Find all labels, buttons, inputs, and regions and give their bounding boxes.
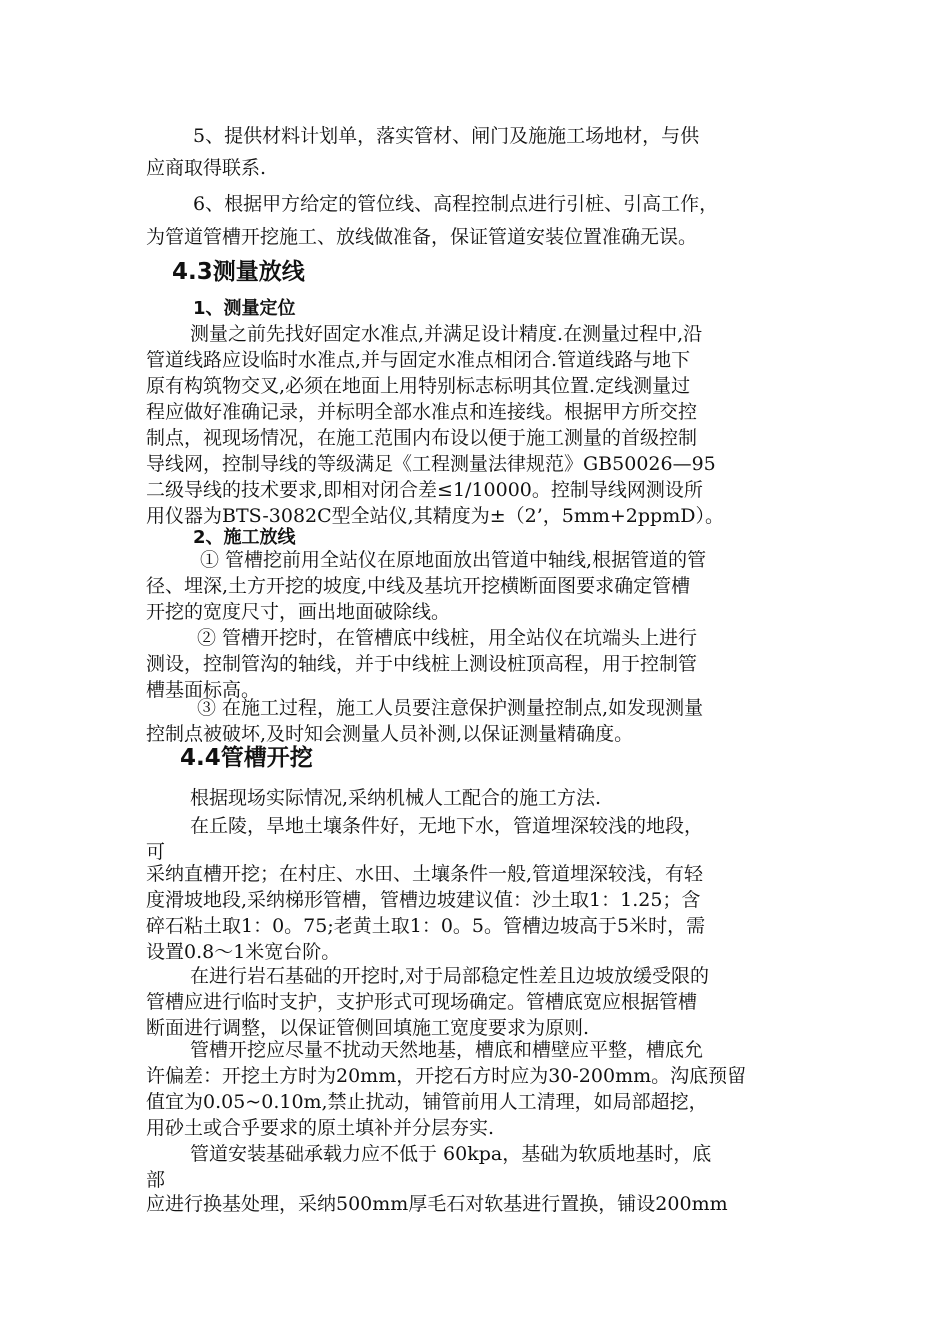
paragraph-line: 导线网，控制导线的等级满足《工程测量法律规范》GB50026—95	[146, 453, 716, 475]
section-heading: 4.4管槽开挖	[180, 745, 313, 771]
paragraph-line: 程应做好准确记录，并标明全部水准点和连接线。根据甲方所交控	[146, 401, 698, 423]
paragraph-line: 管道线路应设临时水准点,并与固定水准点相闭合.管道线路与地下	[146, 349, 691, 371]
paragraph-line: 管槽开挖应尽量不扰动天然地基，槽底和槽壁应平整，槽底允	[190, 1039, 704, 1061]
paragraph-line: 6、根据甲方给定的管位线、高程控制点进行引桩、引高工作，	[193, 193, 719, 215]
paragraph-line: 在进行岩石基础的开挖时,对于局部稳定性差且边坡放缓受限的	[190, 965, 710, 987]
list-item-line: 槽基面标高。	[146, 679, 261, 701]
paragraph-line: 制点，视现场情况，在施工范围内布设以便于施工测量的首级控制	[146, 427, 698, 449]
subsection-heading: 1、测量定位	[193, 298, 296, 319]
paragraph-line: 值宜为0.05~0.10m,禁止扰动，铺管前用人工清理，如局部超挖，	[146, 1091, 708, 1113]
paragraph-line: 管道安装基础承载力应不低于 60kpa，基础为软质地基时，底	[190, 1143, 712, 1165]
section-heading: 4.3测量放线	[172, 259, 305, 285]
paragraph-line: 5、提供材料计划单，落实管材、闸门及施施工场地材，与供	[193, 125, 700, 147]
list-item-line: ② 管槽开挖时，在管槽底中线桩，用全站仪在坑端头上进行	[197, 627, 698, 649]
paragraph-line: 根据现场实际情况,采纳机械人工配合的施工方法.	[190, 787, 602, 809]
paragraph-line: 部	[146, 1169, 166, 1191]
list-item-line: ③ 在施工过程，施工人员要注意保护测量控制点,如发现测量	[197, 697, 704, 719]
paragraph-line: 度滑坡地段,采纳梯形管槽，管槽边坡建议值：沙土取1：1.25；含	[146, 889, 701, 911]
paragraph-line: 应商取得联系.	[146, 157, 267, 179]
paragraph-line: 用砂土或合乎要求的原土填补并分层夯实.	[146, 1117, 495, 1139]
paragraph-line: 二级导线的技术要求,即相对闭合差≤1/10000。控制导线网测设所	[146, 479, 703, 501]
paragraph-line: 断面进行调整，以保证管侧回填施工宽度要求为原则.	[146, 1017, 590, 1039]
paragraph-line: 应进行换基处理，采纳500mm厚毛石对软基进行置换，铺设200mm	[146, 1193, 728, 1215]
list-item-line: 控制点被破坏,及时知会测量人员补测,以保证测量精确度。	[146, 723, 634, 745]
paragraph-line: 许偏差：开挖土方时为20mm，开挖石方时应为30-200mm。沟底预留	[146, 1065, 747, 1087]
paragraph-line: 在丘陵，旱地土壤条件好，无地下水，管道埋深较浅的地段，	[190, 815, 704, 837]
paragraph-line: 设置0.8～1米宽台阶。	[146, 941, 341, 963]
paragraph-line: 管槽应进行临时支护，支护形式可现场确定。管槽底宽应根据管槽	[146, 991, 698, 1013]
paragraph-line: 用仪器为BTS-3082C型全站仪,其精度为±（2’，5mm+2ppmD）。	[146, 505, 724, 527]
list-item-line: 测设，控制管沟的轴线，并于中线桩上测设桩顶高程，用于控制管	[146, 653, 698, 675]
paragraph-line: 可	[146, 841, 166, 863]
paragraph-line: 采纳直槽开挖；在村庄、水田、土壤条件一般,管道埋深较浅，有轻	[146, 863, 704, 885]
subsection-heading: 2、施工放线	[193, 527, 296, 548]
list-item-line: 开挖的宽度尺寸，画出地面破除线。	[146, 601, 451, 623]
list-item-line: ① 管槽挖前用全站仪在原地面放出管道中轴线,根据管道的管	[200, 549, 707, 571]
paragraph-line: 原有构筑物交叉,必须在地面上用特别标志标明其位置.定线测量过	[146, 375, 691, 397]
list-item-line: 径、埋深,土方开挖的坡度,中线及基坑开挖横断面图要求确定管槽	[146, 575, 691, 597]
paragraph-line: 为管道管槽开挖施工、放线做准备，保证管道安装位置准确无误。	[146, 226, 698, 248]
paragraph-line: 测量之前先找好固定水准点,并满足设计精度.在测量过程中,沿	[190, 323, 703, 345]
paragraph-line: 碎石粘土取1：0。75;老黄土取1：0。5。管槽边坡高于5米时，需	[146, 915, 706, 937]
